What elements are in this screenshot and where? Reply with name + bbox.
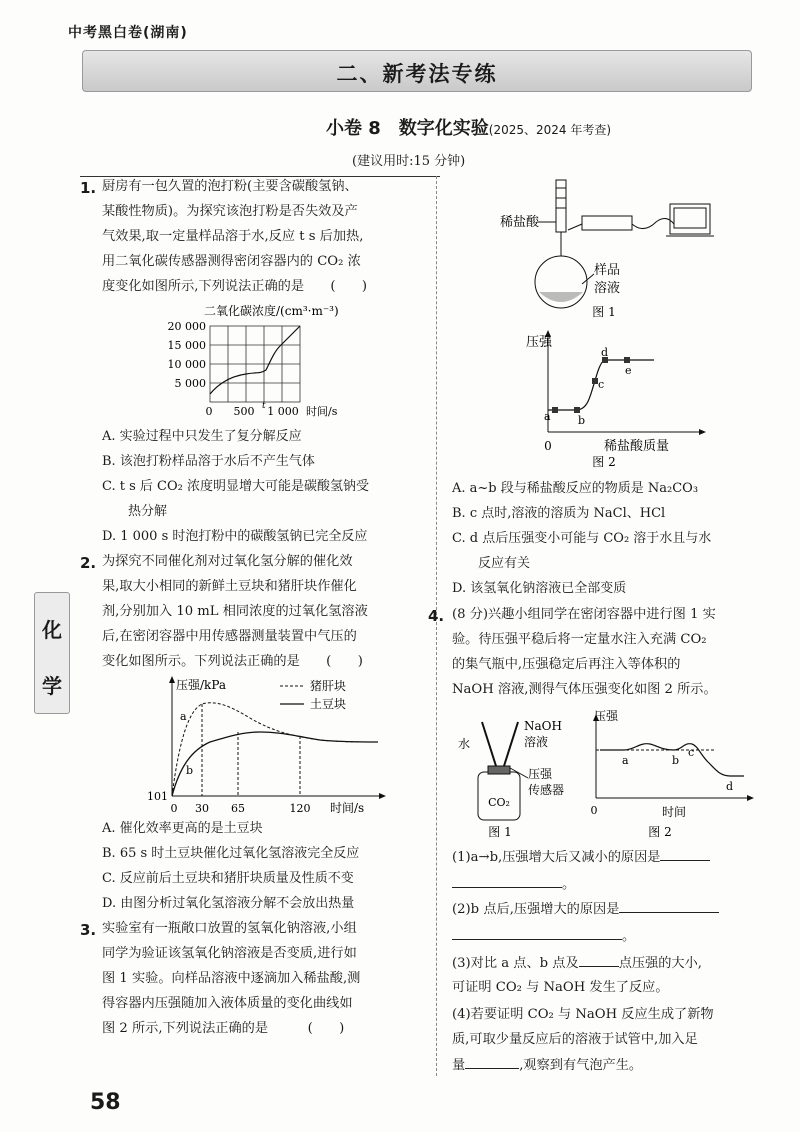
q2-pressure-chart <box>120 674 430 816</box>
q4-stem-line: 验。待压强平稳后将一定量水注入充满 CO₂ <box>452 632 707 647</box>
q4-sub1 <box>452 844 710 870</box>
q1-xtick: 500 <box>233 405 255 418</box>
q1-stem-line: 厨房有一包久置的泡打粉(主要含碳酸氢钠、 <box>102 179 358 194</box>
q1-ytick: 15 000 <box>167 339 206 352</box>
q4-fig1-caption: 图 1 <box>488 825 512 839</box>
q4-sub3-text-b: 点压强的大小, <box>618 956 703 971</box>
q3-option-d: D. 该氢氧化钠溶液已全部变质 <box>452 581 627 596</box>
q4-sub3-text-a: (3)对比 a 点、b 点及 <box>452 956 579 971</box>
q2-curve-label-a: a <box>180 710 187 723</box>
q3-fig1-apparatus <box>484 174 734 322</box>
q4-fig2-origin: 0 <box>590 804 598 817</box>
answer-blank[interactable] <box>452 923 622 940</box>
side-tab-char: 化 <box>42 618 62 642</box>
q1-option-d: D. 1 000 s 时泡打粉中的碳酸氢钠已完全反应 <box>102 529 368 544</box>
q2-option-b: B. 65 s 时土豆块催化过氧化氢溶液完全反应 <box>102 846 360 861</box>
q1-ytick: 0 <box>205 405 213 418</box>
q4-fig1-water: 水 <box>458 737 471 751</box>
q4-fig2-xlabel: 时间 <box>662 805 687 819</box>
q3-fig2-chart <box>484 324 734 474</box>
q3-fig2-xlabel: 稀盐酸质量 <box>604 439 670 454</box>
q1-option-a: A. 实验过程中只发生了复分解反应 <box>102 429 302 444</box>
q2-y0-label: 101 <box>147 790 168 803</box>
q1-xtick-t: t <box>262 401 266 411</box>
q1-number: 1. <box>80 179 97 197</box>
q4-sub2 <box>452 896 719 922</box>
q3-fig2-caption: 图 2 <box>592 455 616 469</box>
q4-fig1-solution: 溶液 <box>524 735 549 749</box>
q3-stem-line: 图 2 所示,下列说法正确的是 ( ) <box>102 1021 345 1036</box>
q3-sample-liquid <box>539 292 583 302</box>
q4-fig2-ylabel: 压强 <box>594 710 619 723</box>
answer-blank[interactable] <box>660 844 710 861</box>
q2-option-d: D. 由图分析过氧化氢溶液分解不会放出热量 <box>102 896 355 911</box>
q3-fig1-caption: 图 1 <box>592 305 616 319</box>
q3-option-b: B. c 点时,溶液的溶质为 NaCl、HCl <box>452 506 666 521</box>
q2-option-c: C. 反应前后土豆块和猪肝块质量及性质不变 <box>102 871 354 886</box>
q3-option-a: A. a~b 段与稀盐酸反应的物质是 Na₂CO₃ <box>452 481 699 496</box>
q4-fig2-point-c: c <box>688 746 695 759</box>
q4-sub1-text: (1)a→b,压强增大后又减小的原因是 <box>452 850 661 865</box>
q4-sub3 <box>452 950 702 976</box>
q4-fig2-point-d: d <box>726 780 734 793</box>
q4-water-syringe <box>482 722 496 766</box>
q4-sub4-line1: (4)若要证明 CO₂ 与 NaOH 反应生成了新物 <box>452 1007 714 1022</box>
left-column <box>80 174 430 1074</box>
q4-fig1-sensor: 传感器 <box>528 783 565 797</box>
q4-sub4-text-c: 量 <box>452 1058 466 1073</box>
q1-stem-line: 度变化如图所示,下列说法正确的是 ( ) <box>102 279 368 294</box>
q4-fig1-naoh: NaOH <box>524 719 562 733</box>
q2-curve-label-b: b <box>186 764 194 777</box>
q2-stem-line: 为探究不同催化剂对过氧化氢分解的催化效 <box>102 554 353 569</box>
q4-fig1-co2: CO₂ <box>488 796 510 809</box>
paper-subtitle: (2025、2024 年考查) <box>488 123 612 137</box>
q1-option-c: C. t s 后 CO₂ 浓度明显增大可能是碳酸氢钠受 <box>102 479 369 494</box>
q4-sub4-text-d: ,观察到有气泡产生。 <box>519 1058 643 1073</box>
book-series-label: 中考黑白卷(湖南) <box>68 25 188 41</box>
section-banner <box>82 50 752 92</box>
q1-stem-line: 某酸性物质)。为探究该泡打粉是否失效及产 <box>102 204 358 219</box>
q4-sub4-line3 <box>452 1052 642 1078</box>
q1-chart-grid <box>210 326 300 402</box>
q3-number: 3. <box>80 921 97 939</box>
q2-stem-line: 果,取大小相同的新鲜土豆块和猪肝块作催化 <box>102 579 357 594</box>
q4-naoh-syringe <box>504 722 518 766</box>
q2-potato-curve <box>172 732 378 796</box>
q4-fig2-caption: 图 2 <box>648 825 672 839</box>
q1-stem-line: 用二氧化碳传感器测得密闭容器内的 CO₂ 浓 <box>102 254 361 269</box>
answer-blank[interactable] <box>465 1052 519 1069</box>
answer-blank[interactable] <box>579 950 619 967</box>
time-hint: (建议用时:15 分钟) <box>352 154 466 169</box>
q1-option-c-cont: 热分解 <box>128 504 168 519</box>
q2-legend-label: 猪肝块 <box>310 679 347 693</box>
q3-fig2-point-b: b <box>578 414 586 427</box>
q1-ytick: 5 000 <box>174 377 206 390</box>
q2-legend-label: 土豆块 <box>310 697 347 711</box>
q3-fig2-point-d: d <box>601 346 609 359</box>
q1-chart-ylabel: 二氧化碳浓度/(cm³·m⁻³) <box>204 304 339 318</box>
q2-xtick: 0 <box>170 802 178 815</box>
q2-xtick: 120 <box>289 802 311 815</box>
q3-option-c: C. d 点后压强变小可能与 CO₂ 溶于水且与水 <box>452 531 712 546</box>
q1-ytick: 10 000 <box>167 358 206 371</box>
q4-sub4-line2: 质,可取少量反应后的溶液于试管中,加入足 <box>452 1032 698 1047</box>
section-title: 二、新考法专练 <box>336 62 498 86</box>
right-column <box>428 174 774 1074</box>
q2-stem-line: 变化如图所示。下列说法正确的是 ( ) <box>102 654 363 669</box>
q1-xlabel: 时间/s <box>306 405 338 418</box>
q3-fig1-label-solution: 溶液 <box>594 281 621 296</box>
q4-stem-line: (8 分)兴趣小组同学在密闭容器中进行图 1 实 <box>452 607 716 622</box>
q3-fig2-ylabel: 压强 <box>526 335 553 350</box>
q4-fig1-apparatus <box>444 710 584 840</box>
q4-period: 。 <box>562 877 576 892</box>
q1-option-b: B. 该泡打粉样品溶于水后不产生气体 <box>102 454 315 469</box>
q1-co2-chart <box>120 302 440 420</box>
q1-ytick: 20 000 <box>167 320 206 333</box>
page-number: 58 <box>90 1090 121 1115</box>
q4-fig1-pressure: 压强 <box>528 767 553 781</box>
q2-xlabel: 时间/s <box>330 801 365 815</box>
q4-fig2-chart <box>584 710 764 840</box>
q2-x-arrow <box>379 793 386 799</box>
q2-y-arrow <box>169 676 175 683</box>
q3-sensor-box <box>582 216 632 230</box>
q4-period: 。 <box>622 929 636 944</box>
paper-title-text: 小卷 8 数字化实验 <box>326 118 489 139</box>
q4-fig2-point-b: b <box>672 754 680 767</box>
q2-liver-curve <box>172 703 378 796</box>
q3-fig2-point-e: e <box>625 364 632 377</box>
q4-sub3-cont: 可证明 CO₂ 与 NaOH 发生了反应。 <box>452 980 669 995</box>
paper-title <box>326 114 611 140</box>
q3-stem-line: 同学为验证该氢氧化钠溶液是否变质,进行如 <box>102 946 357 961</box>
q3-stem-line: 图 1 实验。向样品溶液中逐滴加入稀盐酸,测 <box>102 971 361 986</box>
q4-sub1-cont <box>452 871 575 897</box>
q4-fig2-point-a: a <box>622 754 629 767</box>
q4-number: 4. <box>428 607 445 625</box>
q2-ylabel: 压强/kPa <box>176 678 227 692</box>
q4-sub2-cont <box>452 923 635 949</box>
q3-fig2-point-a: a <box>544 410 551 423</box>
q2-stem-line: 剂,分别加入 10 mL 相同浓度的过氧化氢溶液 <box>102 604 368 619</box>
q4-sub2-text: (2)b 点后,压强增大的原因是 <box>452 902 620 917</box>
answer-blank[interactable] <box>619 896 719 913</box>
q4-stem-line: 的集气瓶中,压强稳定后再注入等体积的 <box>452 657 681 672</box>
answer-blank[interactable] <box>452 871 562 888</box>
q3-fig1-label-sample: 样品 <box>594 263 621 278</box>
q3-fig2-origin: 0 <box>544 439 552 453</box>
q3-fig2-point-c: c <box>598 378 605 391</box>
q2-xtick: 65 <box>231 802 245 815</box>
side-tab-char: 学 <box>42 674 62 698</box>
q1-co2-curve <box>210 326 300 394</box>
q2-number: 2. <box>80 554 97 572</box>
subject-side-tab <box>34 592 70 714</box>
q2-option-a: A. 催化效率更高的是土豆块 <box>102 821 263 836</box>
q2-xtick: 30 <box>195 802 209 815</box>
q3-option-c-cont: 反应有关 <box>478 556 531 571</box>
q3-stem-line: 实验室有一瓶敞口放置的氢氧化钠溶液,小组 <box>102 921 357 936</box>
q1-stem-line: 气效果,取一定量样品溶于水,反应 t s 后加热, <box>102 229 364 244</box>
q1-xtick: 1 000 <box>267 405 299 418</box>
q3-fig1-label-acid: 稀盐酸 <box>500 215 540 230</box>
q4-stem-line: NaOH 溶液,测得气体压强变化如图 2 所示。 <box>452 682 717 697</box>
q3-stem-line: 得容器内压强随加入液体质量的变化曲线如 <box>102 996 353 1011</box>
q2-stem-line: 后,在密闭容器中用传感器测量装置中气压的 <box>102 629 357 644</box>
